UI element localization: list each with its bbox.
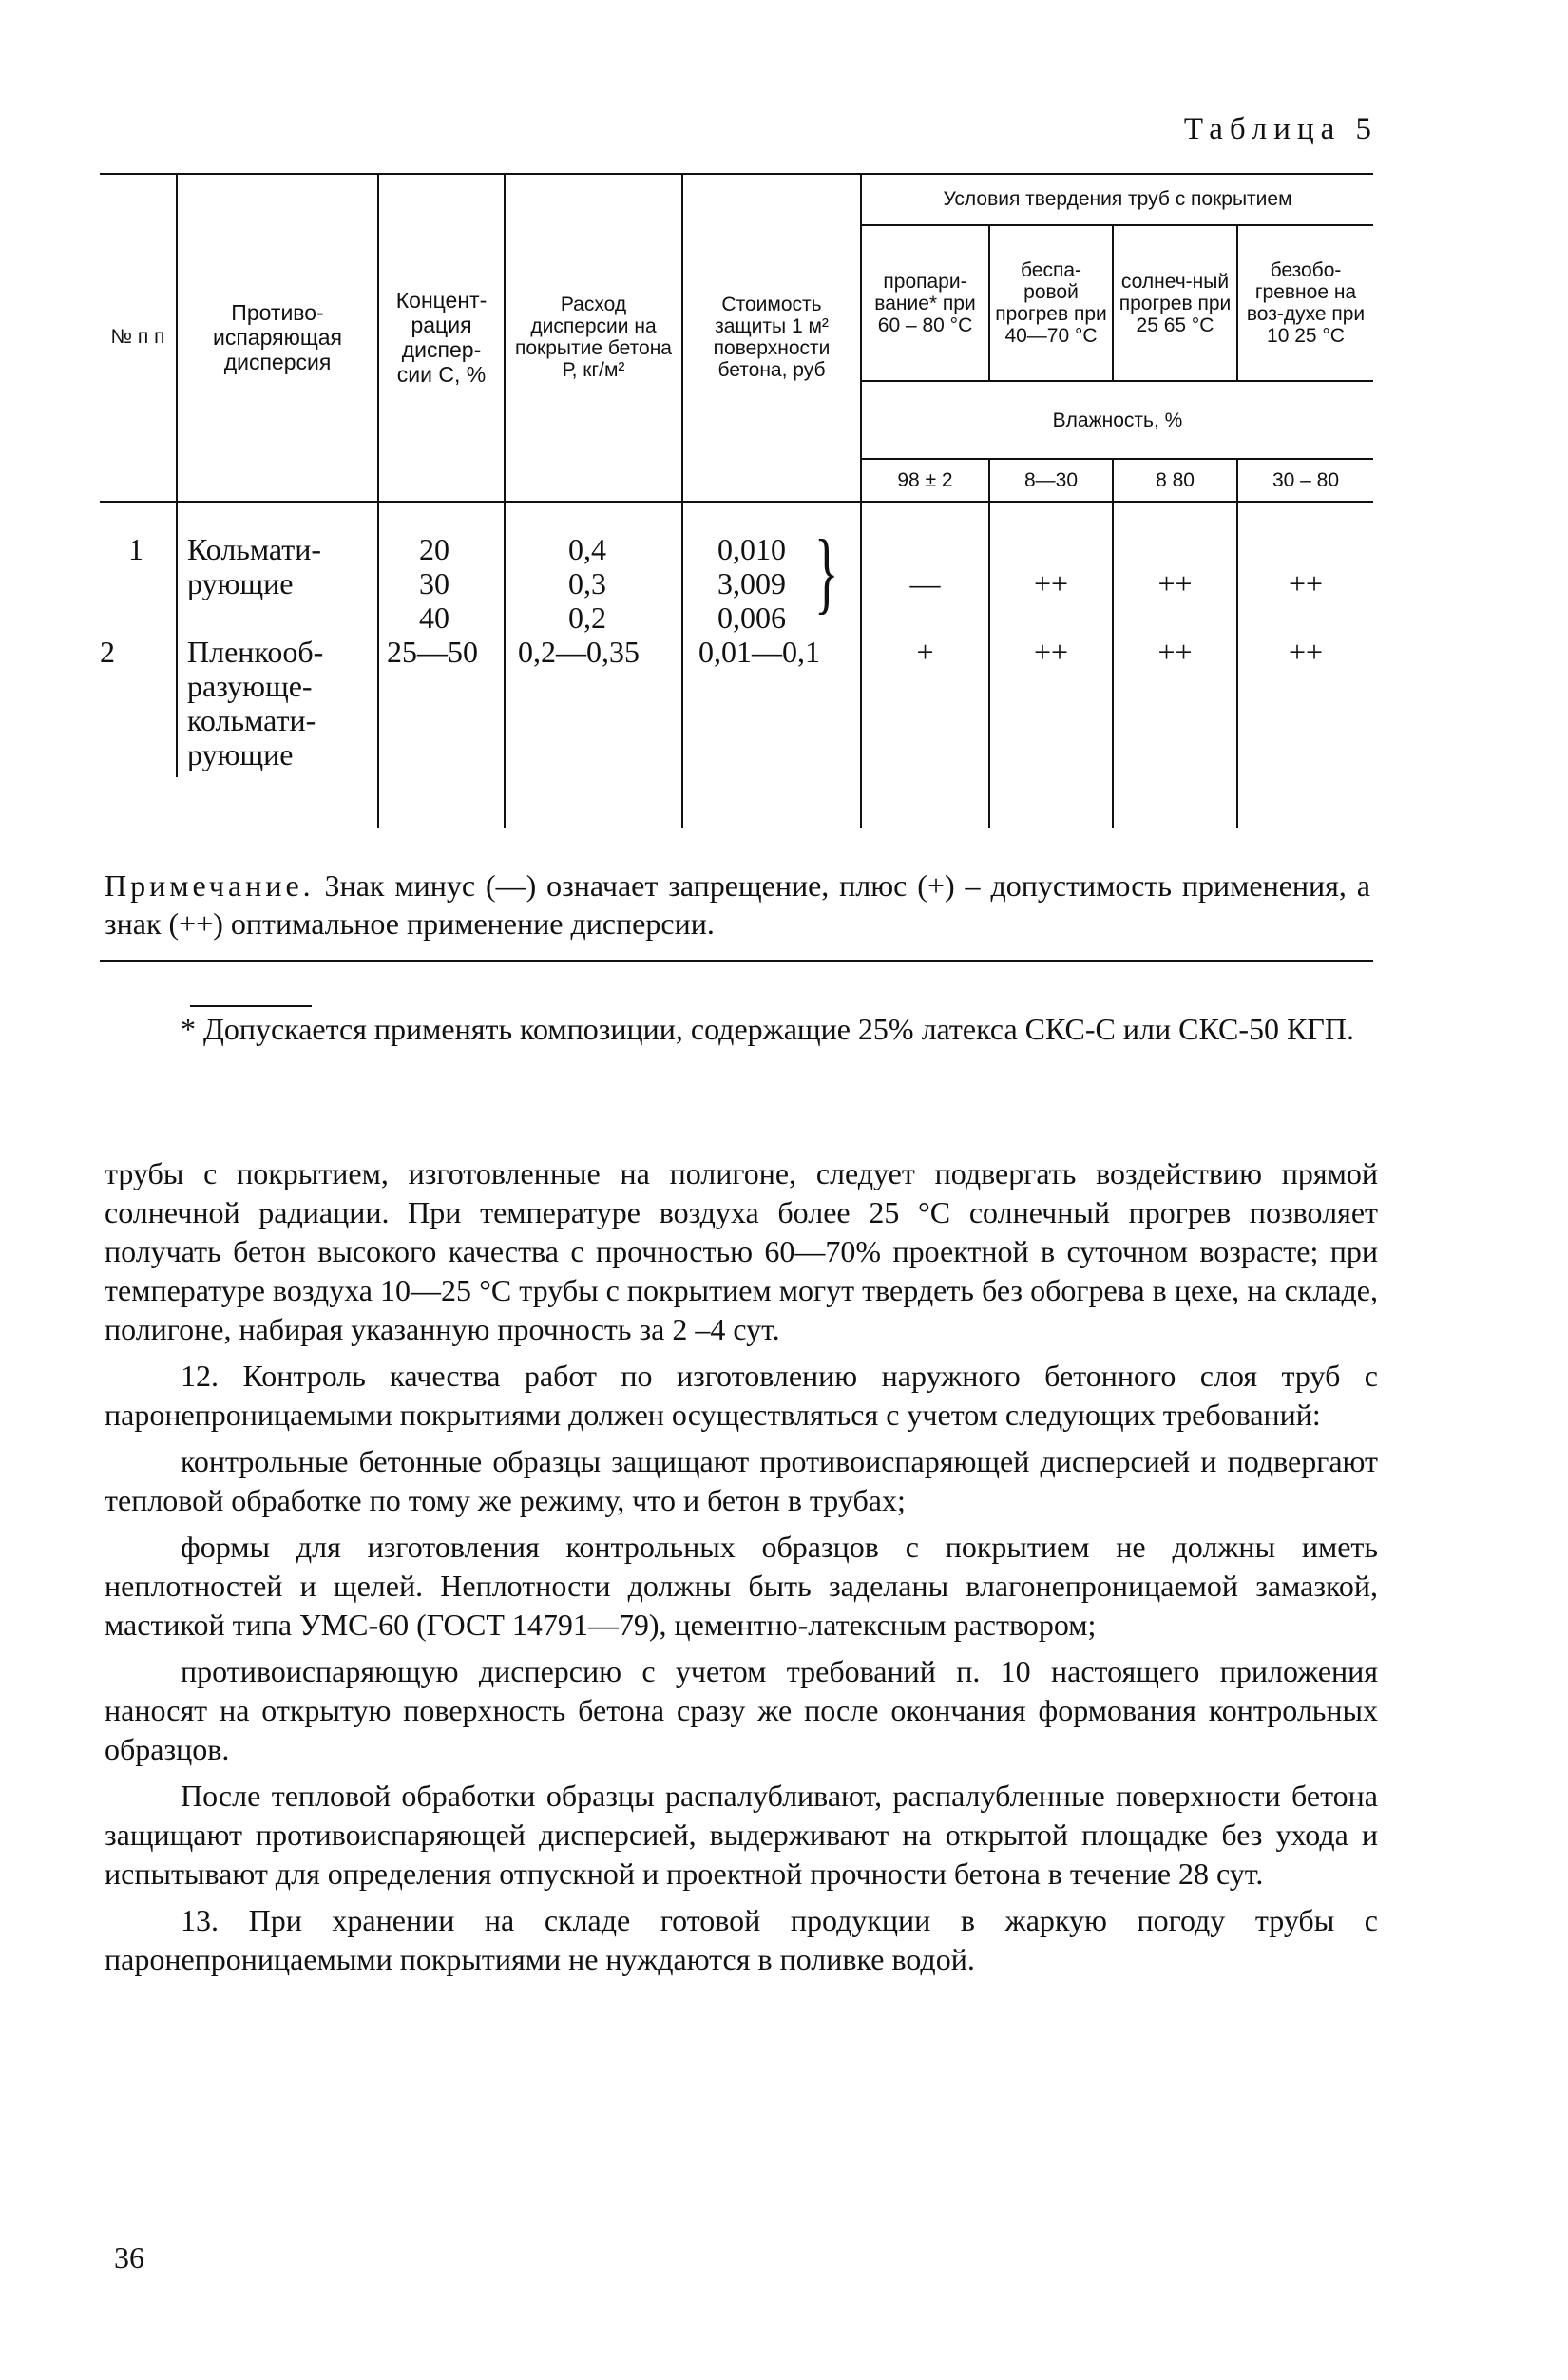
humidity-value: 30 – 80 [1272, 469, 1340, 491]
row-cost: 0,01—0,1 [698, 635, 820, 669]
header-humidity: Влажность, % [1052, 409, 1183, 431]
header-noheat: безобо-гревное на воз-духе при 10 25 °С [1246, 259, 1366, 347]
row-concentration: 30 [419, 566, 449, 600]
row-cost: 0,010 [717, 532, 786, 566]
footnote-rule [190, 1005, 312, 1007]
page-number: 36 [114, 2240, 144, 2275]
row-steamless-mark: ++ [1033, 635, 1069, 669]
header-concentration: Концент-рация диспер-сии С, % [395, 287, 488, 387]
row-noheat-mark: ++ [1288, 566, 1324, 600]
note-text: Знак минус (—) означает запрещение, плюс (+) – допустимость применения, а знак (++) оптимальное применение дисперсии. [105, 868, 1370, 941]
row-solar-mark: ++ [1157, 635, 1193, 669]
header-consumption: Расход дисперсии на покрытие бетона Р, кг/м² [515, 293, 672, 381]
row-solar-mark: ++ [1157, 566, 1193, 600]
row-consumption: 0,3 [568, 566, 606, 600]
header-solar: солнеч-ный прогрев при 25 65 °С [1119, 270, 1232, 336]
row-dispersion-name: Кольмати-рующие [187, 532, 322, 600]
humidity-value: 98 ± 2 [897, 469, 953, 491]
note-lead: Примечание. [105, 868, 315, 903]
row-cost: 3,009 [717, 566, 786, 600]
header-steam: пропари-вание* при 60 – 80 °С [874, 270, 976, 336]
row-steam-mark: — [909, 566, 941, 600]
row-dispersion-name: Пленкооб-разующе-кольмати-рующие [187, 635, 324, 771]
table-caption: Таблица 5 [1183, 112, 1378, 146]
paragraph: формы для изготовления контрольных образцов с покрытием не должны иметь неплотностей и щелей. Неплотности должны быть заделаны влагонепроницаемой замазкой, мастикой типа УМС-60 (ГОСТ 14791—79), цементно-латексным раствором; [105, 1530, 1378, 1642]
row-consumption: 0,4 [568, 532, 606, 566]
row-concentration: 25—50 [387, 635, 478, 669]
header-bottom-rule [100, 501, 1373, 503]
footnote: * Допускается применять композиции, содержащие 25% латекса СКС-С или СКС-50 КГП. [181, 1012, 1354, 1046]
row-steam-mark: + [916, 635, 934, 669]
paragraph: 13. При хранении на складе готовой продукции в жаркую погоду трубы с паронепроницаемыми покрытиями не нуждаются в поливке водой. [105, 1903, 1378, 1976]
paragraph: После тепловой обработки образцы распалубливают, распалубленные поверхности бетона защищают противоиспаряющей дисперсией, выдерживают на открытой площадке без ухода и испытывают для определения отпускной и проектной прочности бетона в течение 28 сут. [105, 1779, 1378, 1891]
data-table [100, 173, 1373, 828]
header-dispersion: Противо-испаряющая дисперсия [212, 299, 342, 374]
header-number: № п п [110, 326, 165, 348]
paragraph: контрольные бетонные образцы защищают противоиспаряющей дисперсией и подвергают тепловой обработке по тому же режиму, что и бетон в трубах; [105, 1444, 1378, 1517]
paragraph: противоиспаряющую дисперсию с учетом требований п. 10 настоящего приложения наносят на открытую поверхность бетона сразу же после окончания формования контрольных образцов. [105, 1654, 1378, 1766]
table-note [105, 866, 1370, 942]
row-steamless-mark: ++ [1033, 566, 1069, 600]
row-number: 2 [100, 635, 115, 669]
header-steamless: беспа-ровой прогрев при 40—70 °С [995, 259, 1107, 347]
humidity-value: 8 80 [1156, 469, 1195, 491]
row-number: 1 [128, 532, 143, 566]
note-rule [100, 960, 1373, 962]
humidity-value: 8—30 [1023, 469, 1079, 491]
row-concentration: 20 [419, 532, 449, 566]
paragraph: трубы с покрытием, изготовленные на полигоне, следует подвергать воздействию прямой солнечной радиации. При температуре воздуха более 25 °С солнечный прогрев позволяет получать бетон высокого качества с прочностью 60—70% проектной в суточном возрасте; при температуре воздуха 10—25 °С трубы с покрытием могут твердеть без обогрева в цехе, на складе, полигоне, набирая указанную прочность за 2 –4 сут. [105, 1156, 1378, 1346]
header-conditions: Условия твердения труб с покрытием [943, 187, 1292, 210]
row-cost: 0,006 [717, 600, 786, 635]
row-consumption: 0,2 [568, 600, 606, 635]
header-cost: Стоимость защиты 1 м² поверхности бетона, руб [713, 293, 831, 381]
row-consumption: 0,2—0,35 [518, 635, 640, 669]
body-text [105, 1154, 1378, 1987]
paragraph: 12. Контроль качества работ по изготовлению наружного бетонного слоя труб с паронепроницаемыми покрытиями должен осуществляться с учетом следующих требований: [105, 1359, 1378, 1432]
row-concentration: 40 [419, 600, 449, 635]
cost-brace: } [814, 521, 839, 622]
row-noheat-mark: ++ [1288, 635, 1324, 669]
